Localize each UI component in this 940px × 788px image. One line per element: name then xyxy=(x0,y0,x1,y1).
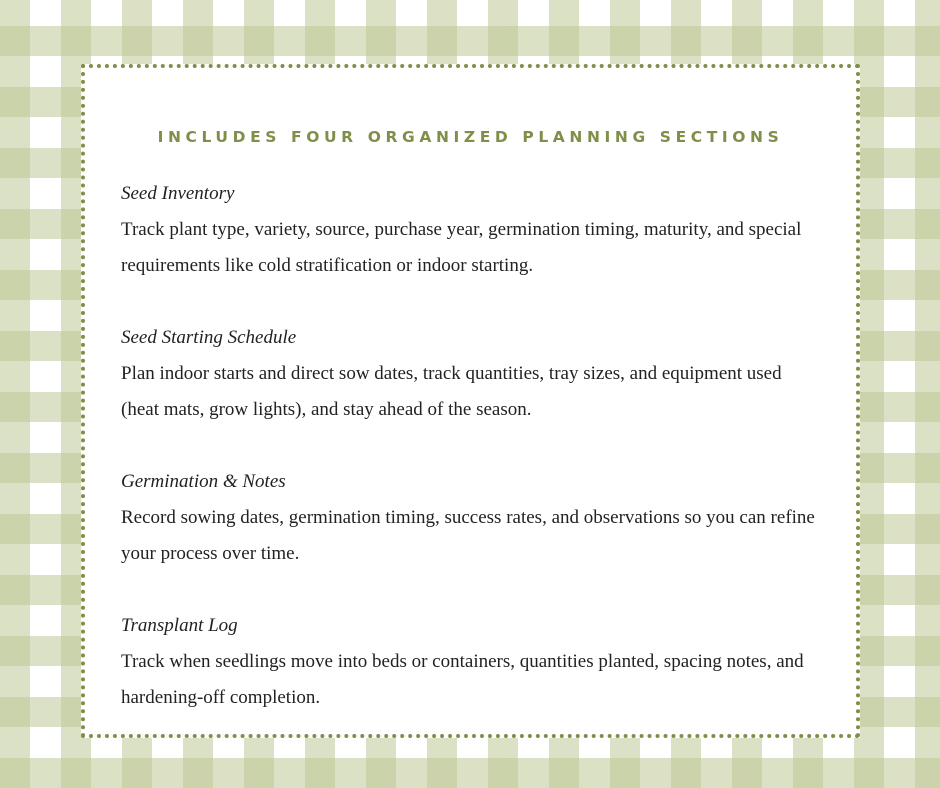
section-seed-inventory xyxy=(121,182,821,284)
content-card xyxy=(81,64,860,738)
section-body: Record sowing dates, germination timing, success rates, and observations so you can refine your process over time. xyxy=(121,507,815,564)
section-germination-notes xyxy=(121,470,821,572)
section-transplant-log xyxy=(121,614,821,716)
section-body: Plan indoor starts and direct sow dates, track quantities, tray sizes, and equipment used (heat mats, grow lights), and stay ahead of the season. xyxy=(121,363,782,420)
section-body: Track plant type, variety, source, purchase year, germination timing, maturity, and special requirements like cold stratification or indoor starting. xyxy=(121,219,802,276)
section-title: Seed Inventory xyxy=(121,183,235,204)
section-title: Seed Starting Schedule xyxy=(121,327,297,348)
section-title: Transplant Log xyxy=(121,615,238,636)
page-heading: INCLUDES FOUR ORGANIZED PLANNING SECTIONS xyxy=(157,128,784,146)
section-seed-starting-schedule xyxy=(121,326,821,428)
section-title: Germination & Notes xyxy=(121,471,286,492)
section-body: Track when seedlings move into beds or containers, quantities planted, spacing notes, and hardening-off completion. xyxy=(121,651,804,708)
